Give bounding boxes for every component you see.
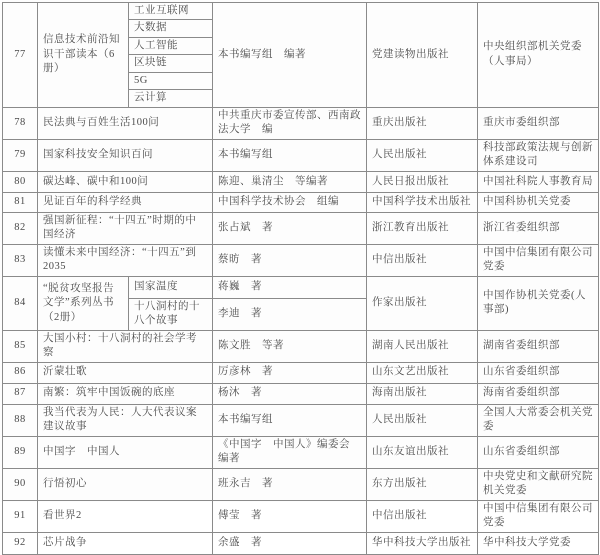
org-cell: 中国中信集团有限公司党委 xyxy=(478,244,599,276)
author-cell: 张占斌 著 xyxy=(213,212,367,244)
publisher-cell: 山东文艺出版社 xyxy=(367,362,478,383)
author-cell: 中国科学技术协会 组编 xyxy=(213,192,367,212)
author-cell: 傅莹 著 xyxy=(213,500,367,532)
org-cell: 中国作协机关党委(人事部) xyxy=(478,276,599,330)
author-cell: 《中国字 中国人》编委会 编著 xyxy=(213,436,367,468)
author-cell: 厉彦林 著 xyxy=(213,362,367,383)
org-cell: 全国人大常委会机关党委 xyxy=(478,404,599,436)
publisher-cell: 人民出版社 xyxy=(367,404,478,436)
sub-book-title: 工业互联网 xyxy=(129,3,213,20)
book-title: 碳达峰、碳中和100问 xyxy=(38,171,213,192)
org-cell: 中国中信集团有限公司党委 xyxy=(478,500,599,532)
org-cell: 浙江省委组织部 xyxy=(478,212,599,244)
row-number: 91 xyxy=(3,500,38,532)
book-title: 中国字 中国人 xyxy=(38,436,213,468)
table-row xyxy=(3,404,599,436)
book-title: “脱贫攻坚报告文学”系列丛书（2册） xyxy=(38,276,129,330)
publisher-cell: 华中科技大学出版社 xyxy=(367,532,478,554)
author-cell: 蔡昉 著 xyxy=(213,244,367,276)
book-title: 我当代表为人民：人大代表议案建议故事 xyxy=(38,404,213,436)
row-number: 81 xyxy=(3,192,38,212)
author-cell: 杨沐 著 xyxy=(213,383,367,404)
org-cell: 中国科协机关党委 xyxy=(478,192,599,212)
book-title: 行悟初心 xyxy=(38,468,213,500)
publisher-cell: 党建读物出版社 xyxy=(367,3,478,108)
sub-book-title: 十八洞村的十八个故事 xyxy=(129,298,213,330)
table-row xyxy=(3,3,599,20)
book-title: 强国新征程：“十四五”时期的中国经济 xyxy=(38,212,213,244)
author-cell: 陈文胜 等著 xyxy=(213,330,367,362)
org-cell: 山东省委组织部 xyxy=(478,362,599,383)
row-number: 88 xyxy=(3,404,38,436)
row-number: 87 xyxy=(3,383,38,404)
sub-book-title: 大数据 xyxy=(129,20,213,37)
book-title: 读懂未来中国经济：“十四五”到2035 xyxy=(38,244,213,276)
author-cell: 蒋巍 著 xyxy=(213,276,367,298)
org-cell: 华中科技大学党委 xyxy=(478,532,599,554)
author-cell: 本书编写组 编著 xyxy=(213,3,367,108)
org-cell: 山东省委组织部 xyxy=(478,436,599,468)
publisher-cell: 作家出版社 xyxy=(367,276,478,330)
table-row xyxy=(3,139,599,171)
table-row xyxy=(3,362,599,383)
author-cell: 本书编写组 xyxy=(213,139,367,171)
org-cell: 中央党史和文献研究院机关党委 xyxy=(478,468,599,500)
publisher-cell: 东方出版社 xyxy=(367,468,478,500)
table-row xyxy=(3,171,599,192)
row-number: 77 xyxy=(3,3,38,108)
row-number: 79 xyxy=(3,139,38,171)
row-number: 80 xyxy=(3,171,38,192)
publisher-cell: 山东友谊出版社 xyxy=(367,436,478,468)
publisher-cell: 海南出版社 xyxy=(367,383,478,404)
row-number: 82 xyxy=(3,212,38,244)
sub-book-title: 5G xyxy=(129,72,213,89)
table-row xyxy=(3,436,599,468)
table-row xyxy=(3,192,599,212)
book-title: 国家科技安全知识百问 xyxy=(38,139,213,171)
book-title: 民法典与百姓生活100问 xyxy=(38,107,213,139)
sub-book-title: 云计算 xyxy=(129,90,213,107)
book-title: 信息技术前沿知识干部读本（6册） xyxy=(38,3,129,108)
author-cell: 班永吉 著 xyxy=(213,468,367,500)
org-cell: 重庆市委组织部 xyxy=(478,107,599,139)
table-row xyxy=(3,330,599,362)
author-cell: 李迪 著 xyxy=(213,298,367,330)
publisher-cell: 浙江教育出版社 xyxy=(367,212,478,244)
author-cell: 本书编写组 xyxy=(213,404,367,436)
publisher-cell: 中信出版社 xyxy=(367,500,478,532)
table-row xyxy=(3,468,599,500)
row-number: 83 xyxy=(3,244,38,276)
book-title: 大国小村：十八洞村的社会学考察 xyxy=(38,330,213,362)
sub-book-title: 区块链 xyxy=(129,55,213,72)
author-cell: 余盛 著 xyxy=(213,532,367,554)
book-title: 芯片战争 xyxy=(38,532,213,554)
row-number: 89 xyxy=(3,436,38,468)
book-list-table xyxy=(2,2,599,555)
org-cell: 科技部政策法规与创新体系建设司 xyxy=(478,139,599,171)
row-number: 85 xyxy=(3,330,38,362)
row-number: 90 xyxy=(3,468,38,500)
table-row xyxy=(3,276,599,298)
publisher-cell: 人民出版社 xyxy=(367,139,478,171)
row-number: 86 xyxy=(3,362,38,383)
book-title: 见证百年的科学经典 xyxy=(38,192,213,212)
row-number: 92 xyxy=(3,532,38,554)
org-cell: 湖南省委组织部 xyxy=(478,330,599,362)
publisher-cell: 中信出版社 xyxy=(367,244,478,276)
publisher-cell: 重庆出版社 xyxy=(367,107,478,139)
book-title: 看世界2 xyxy=(38,500,213,532)
sub-book-title: 人工智能 xyxy=(129,37,213,54)
table-row xyxy=(3,532,599,554)
org-cell: 中国社科院人事教育局 xyxy=(478,171,599,192)
org-cell: 海南省委组织部 xyxy=(478,383,599,404)
table-row xyxy=(3,244,599,276)
publisher-cell: 中国科学技术出版社 xyxy=(367,192,478,212)
author-cell: 陈迎、巢清尘 等编著 xyxy=(213,171,367,192)
row-number: 84 xyxy=(3,276,38,330)
sub-book-title: 国家温度 xyxy=(129,276,213,298)
table-row xyxy=(3,500,599,532)
row-number: 78 xyxy=(3,107,38,139)
publisher-cell: 湖南人民出版社 xyxy=(367,330,478,362)
table-row xyxy=(3,383,599,404)
org-cell: 中央组织部机关党委（人事局） xyxy=(478,3,599,108)
author-cell: 中共重庆市委宣传部、西南政法大学 编 xyxy=(213,107,367,139)
publisher-cell: 人民日报出版社 xyxy=(367,171,478,192)
table-row xyxy=(3,107,599,139)
table-row xyxy=(3,212,599,244)
book-title: 沂蒙壮歌 xyxy=(38,362,213,383)
book-title: 南繁：筑牢中国饭碗的底座 xyxy=(38,383,213,404)
